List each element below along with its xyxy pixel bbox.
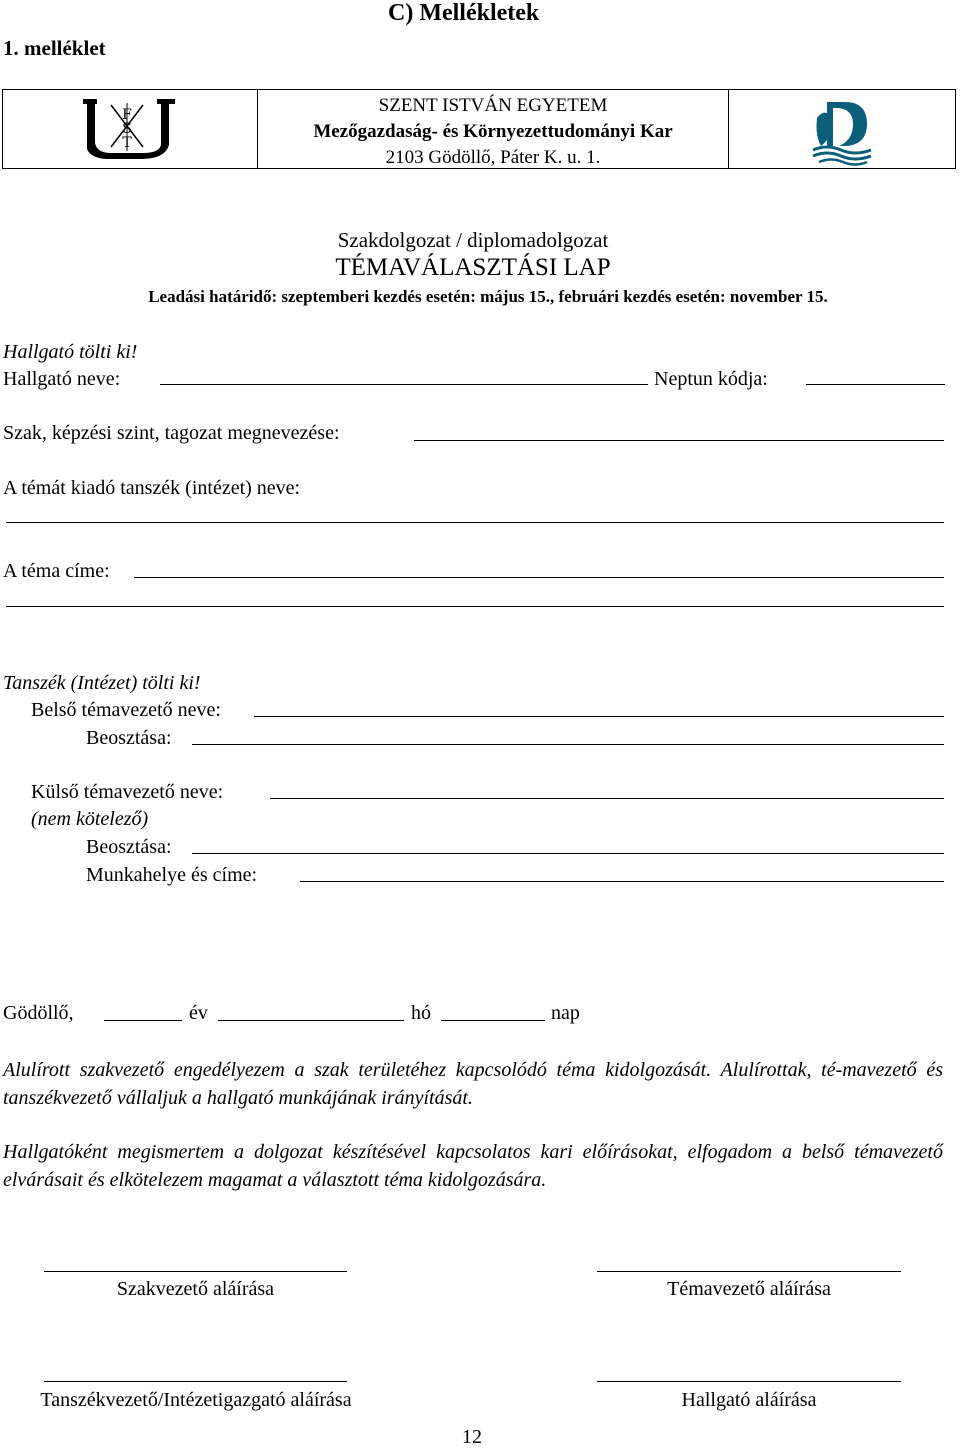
svg-text:S: S [122,121,132,137]
day-field[interactable] [441,1020,545,1021]
supervisor-signature-label: Témavezető aláírása [667,1278,831,1300]
form-title-line2: TÉMAVÁLASZTÁSI LAP [335,254,611,281]
date-place: Gödöllő, [3,1002,74,1024]
program-leader-signature-label: Szakvezető aláírása [116,1278,275,1300]
external-supervisor-field[interactable] [270,798,944,799]
internal-position-field[interactable] [192,744,944,745]
department-field[interactable] [6,522,944,523]
external-supervisor-label: Külső témavezető neve: [31,781,224,803]
internal-position-label: Beosztása: [86,727,172,749]
student-signature-line[interactable] [597,1381,901,1382]
program-leader-signature-line[interactable] [44,1271,347,1272]
external-position-field[interactable] [192,853,944,854]
university-logo-icon [81,95,181,165]
svg-text:F: F [122,107,132,123]
main-title: C) Mellékletek [388,0,540,26]
submission-deadline: Leadási határidő: szeptemberi kezdés esetén: május 15., februári kezdés esetén: november 15. [148,287,828,306]
student-signature-label: Hallgató aláírása [681,1389,817,1411]
neptun-code-field[interactable] [806,384,945,385]
approval-paragraph: Alulírott szakvezető engedélyezem a szak területéhez kapcsolódó téma kidolgozását. Alulírottak, té-mavezető és tanszékvezető vállaljuk a hallgató munkájának irányítását. [3,1059,943,1109]
department-section-heading: Tanszék (Intézet) tölti ki! [3,672,201,694]
external-position-label: Beosztása: [86,836,172,858]
header-logo-cell-right [728,90,955,168]
workplace-label: Munkahelye és címe: [86,864,258,886]
head-of-department-signature-line[interactable] [44,1381,347,1382]
supervisor-signature-line[interactable] [597,1271,901,1272]
header-table [2,89,956,169]
student-name-label: Hallgató neve: [3,368,121,390]
year-label: év [189,1002,208,1024]
topic-title-label: A téma címe: [3,560,110,582]
program-field[interactable] [414,440,944,441]
university-name: SZENT ISTVÁN EGYETEM [378,95,608,116]
header-text-cell [258,90,728,168]
internal-supervisor-field[interactable] [254,716,944,717]
topic-title-field-line2[interactable] [6,606,944,607]
neptun-code-label: Neptun kódja: [654,368,768,390]
topic-title-field-line1[interactable] [134,577,944,578]
svg-text:T: T [122,135,132,151]
page-number: 12 [462,1426,482,1448]
department-label: A témát kiadó tanszék (intézet) neve: [3,477,301,499]
header-logo-cell-left [3,90,258,168]
year-field[interactable] [104,1020,182,1021]
faculty-logo-icon [809,96,879,166]
head-of-department-signature-label: Tanszékvezető/Intézetigazgató aláírása [40,1389,352,1411]
day-label: nap [551,1002,580,1024]
student-name-field[interactable] [160,384,648,385]
month-label: hó [411,1002,431,1024]
workplace-field[interactable] [300,881,944,882]
student-declaration-paragraph: Hallgatóként megismertem a dolgozat készítésével kapcsolatos kari előírásokat, elfogadom a belső témavezető elvárásait és elkötelezem magamat a választott téma kidolgozására. [3,1141,943,1191]
student-section-heading: Hallgató tölti ki! [3,341,138,363]
month-field[interactable] [218,1020,404,1021]
program-label: Szak, képzési szint, tagozat megnevezése: [3,422,340,444]
form-title-line1: Szakdolgozat / diplomadolgozat [337,228,609,252]
annex-label: 1. melléklet [3,36,106,60]
optional-note: (nem kötelező) [31,808,149,830]
faculty-name: Mezőgazdaság- és Környezettudományi Kar [313,121,673,142]
faculty-address: 2103 Gödöllő, Páter K. u. 1. [385,147,601,168]
internal-supervisor-label: Belső témavezető neve: [31,699,221,721]
